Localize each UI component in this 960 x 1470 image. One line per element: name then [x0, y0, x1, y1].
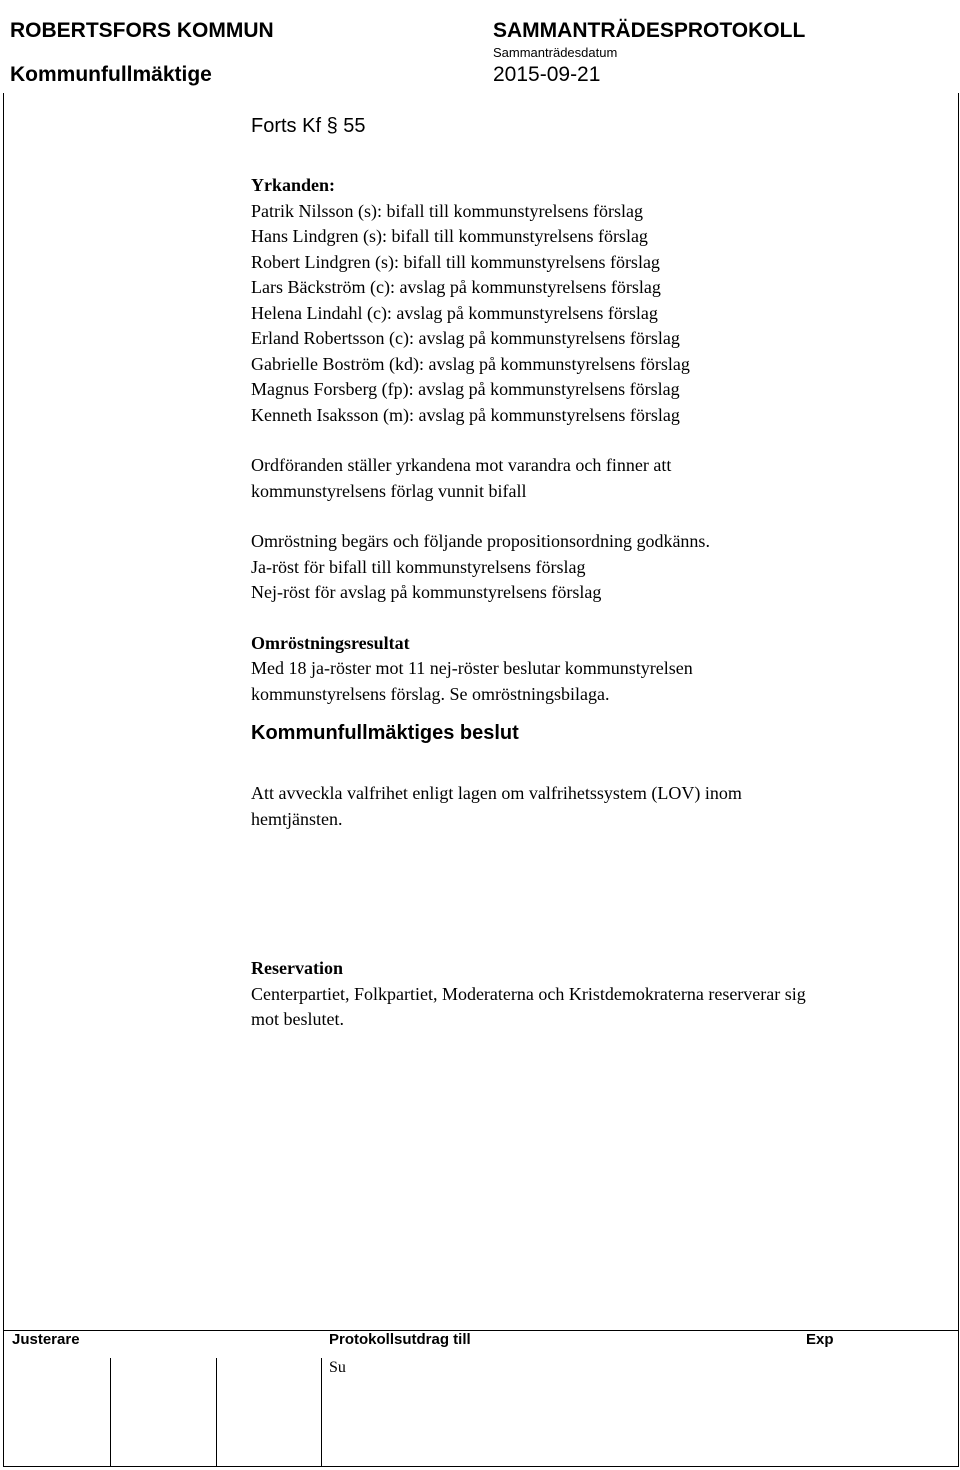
protocol-body	[251, 112, 951, 1033]
resultat-heading: Omröstningsresultat	[251, 632, 410, 653]
page-frame-right	[958, 93, 959, 1467]
signature-box-divider	[321, 1358, 322, 1466]
resultat-line: kommunstyrelsens förslag. Se omröstningsbilaga.	[251, 683, 610, 704]
yrkande-item: Lars Bäckström (c): avslag på kommunstyrelsens förslag	[251, 277, 661, 297]
page-frame-left	[3, 93, 4, 1467]
ordforanden-line: kommunstyrelsens förlag vunnit bifall	[251, 480, 527, 501]
meeting-date: 2015-09-21	[493, 63, 601, 86]
omrostning-line: Omröstning begärs och följande propositionsordning godkänns.	[251, 531, 710, 551]
exp-label: Exp	[806, 1331, 834, 1348]
reservation-section	[251, 956, 951, 1033]
omrostning-paragraph	[251, 529, 951, 606]
resultat-line: Med 18 ja-röster mot 11 nej-röster beslutar kommunstyrelsen	[251, 658, 693, 678]
justerare-label: Justerare	[12, 1331, 80, 1348]
omrostning-line: Nej-röst för avslag på kommunstyrelsens förslag	[251, 582, 602, 602]
yrkanden-heading: Yrkanden:	[251, 175, 336, 195]
date-label: Sammanträdesdatum	[493, 45, 618, 60]
yrkande-item: Robert Lindgren (s): bifall till kommunstyrelsens förslag	[251, 251, 660, 272]
ordforanden-paragraph	[251, 453, 951, 504]
organization-name: ROBERTSFORS KOMMUN	[10, 19, 274, 42]
beslut-paragraph	[251, 781, 951, 832]
yrkande-item: Gabrielle Boström (kd): avslag på kommunstyrelsens förslag	[251, 353, 690, 374]
omrostning-line: Ja-röst för bifall till kommunstyrelsens förslag	[251, 556, 586, 577]
page-frame-bottom	[3, 1466, 958, 1467]
yrkande-item: Helena Lindahl (c): avslag på kommunstyrelsens förslag	[251, 302, 658, 323]
yrkande-item: Patrik Nilsson (s): bifall till kommunstyrelsens förslag	[251, 200, 643, 221]
signature-box-divider	[216, 1358, 217, 1466]
protokollsutdrag-label: Protokollsutdrag till	[329, 1331, 471, 1348]
document-type: SAMMANTRÄDESPROTOKOLL	[493, 19, 806, 42]
beslut-line: hemtjänsten.	[251, 808, 343, 829]
reservation-heading: Reservation	[251, 958, 343, 978]
beslut-line: Att avveckla valfrihet enligt lagen om valfrihetssystem (LOV) inom	[251, 783, 742, 803]
yrkande-item: Hans Lindgren (s): bifall till kommunstyrelsens förslag	[251, 226, 648, 246]
yrkande-item: Erland Robertsson (c): avslag på kommunstyrelsens förslag	[251, 328, 680, 348]
section-reference: Forts Kf § 55	[251, 115, 366, 137]
yrkanden-section	[251, 173, 951, 428]
recipient-value: Su	[329, 1359, 346, 1376]
ordforanden-line: Ordföranden ställer yrkandena mot varandra och finner att	[251, 455, 672, 475]
reservation-line: Centerpartiet, Folkpartiet, Moderaterna och Kristdemokraterna reserverar sig	[251, 983, 806, 1004]
reservation-line: mot beslutet.	[251, 1009, 344, 1029]
body-name: Kommunfullmäktige	[10, 63, 212, 86]
yrkande-item: Magnus Forsberg (fp): avslag på kommunstyrelsens förslag	[251, 379, 680, 399]
yrkande-item: Kenneth Isaksson (m): avslag på kommunstyrelsens förslag	[251, 404, 680, 425]
signature-box-divider	[110, 1358, 111, 1466]
beslut-heading: Kommunfullmäktiges beslut	[251, 722, 519, 744]
resultat-section	[251, 631, 951, 708]
